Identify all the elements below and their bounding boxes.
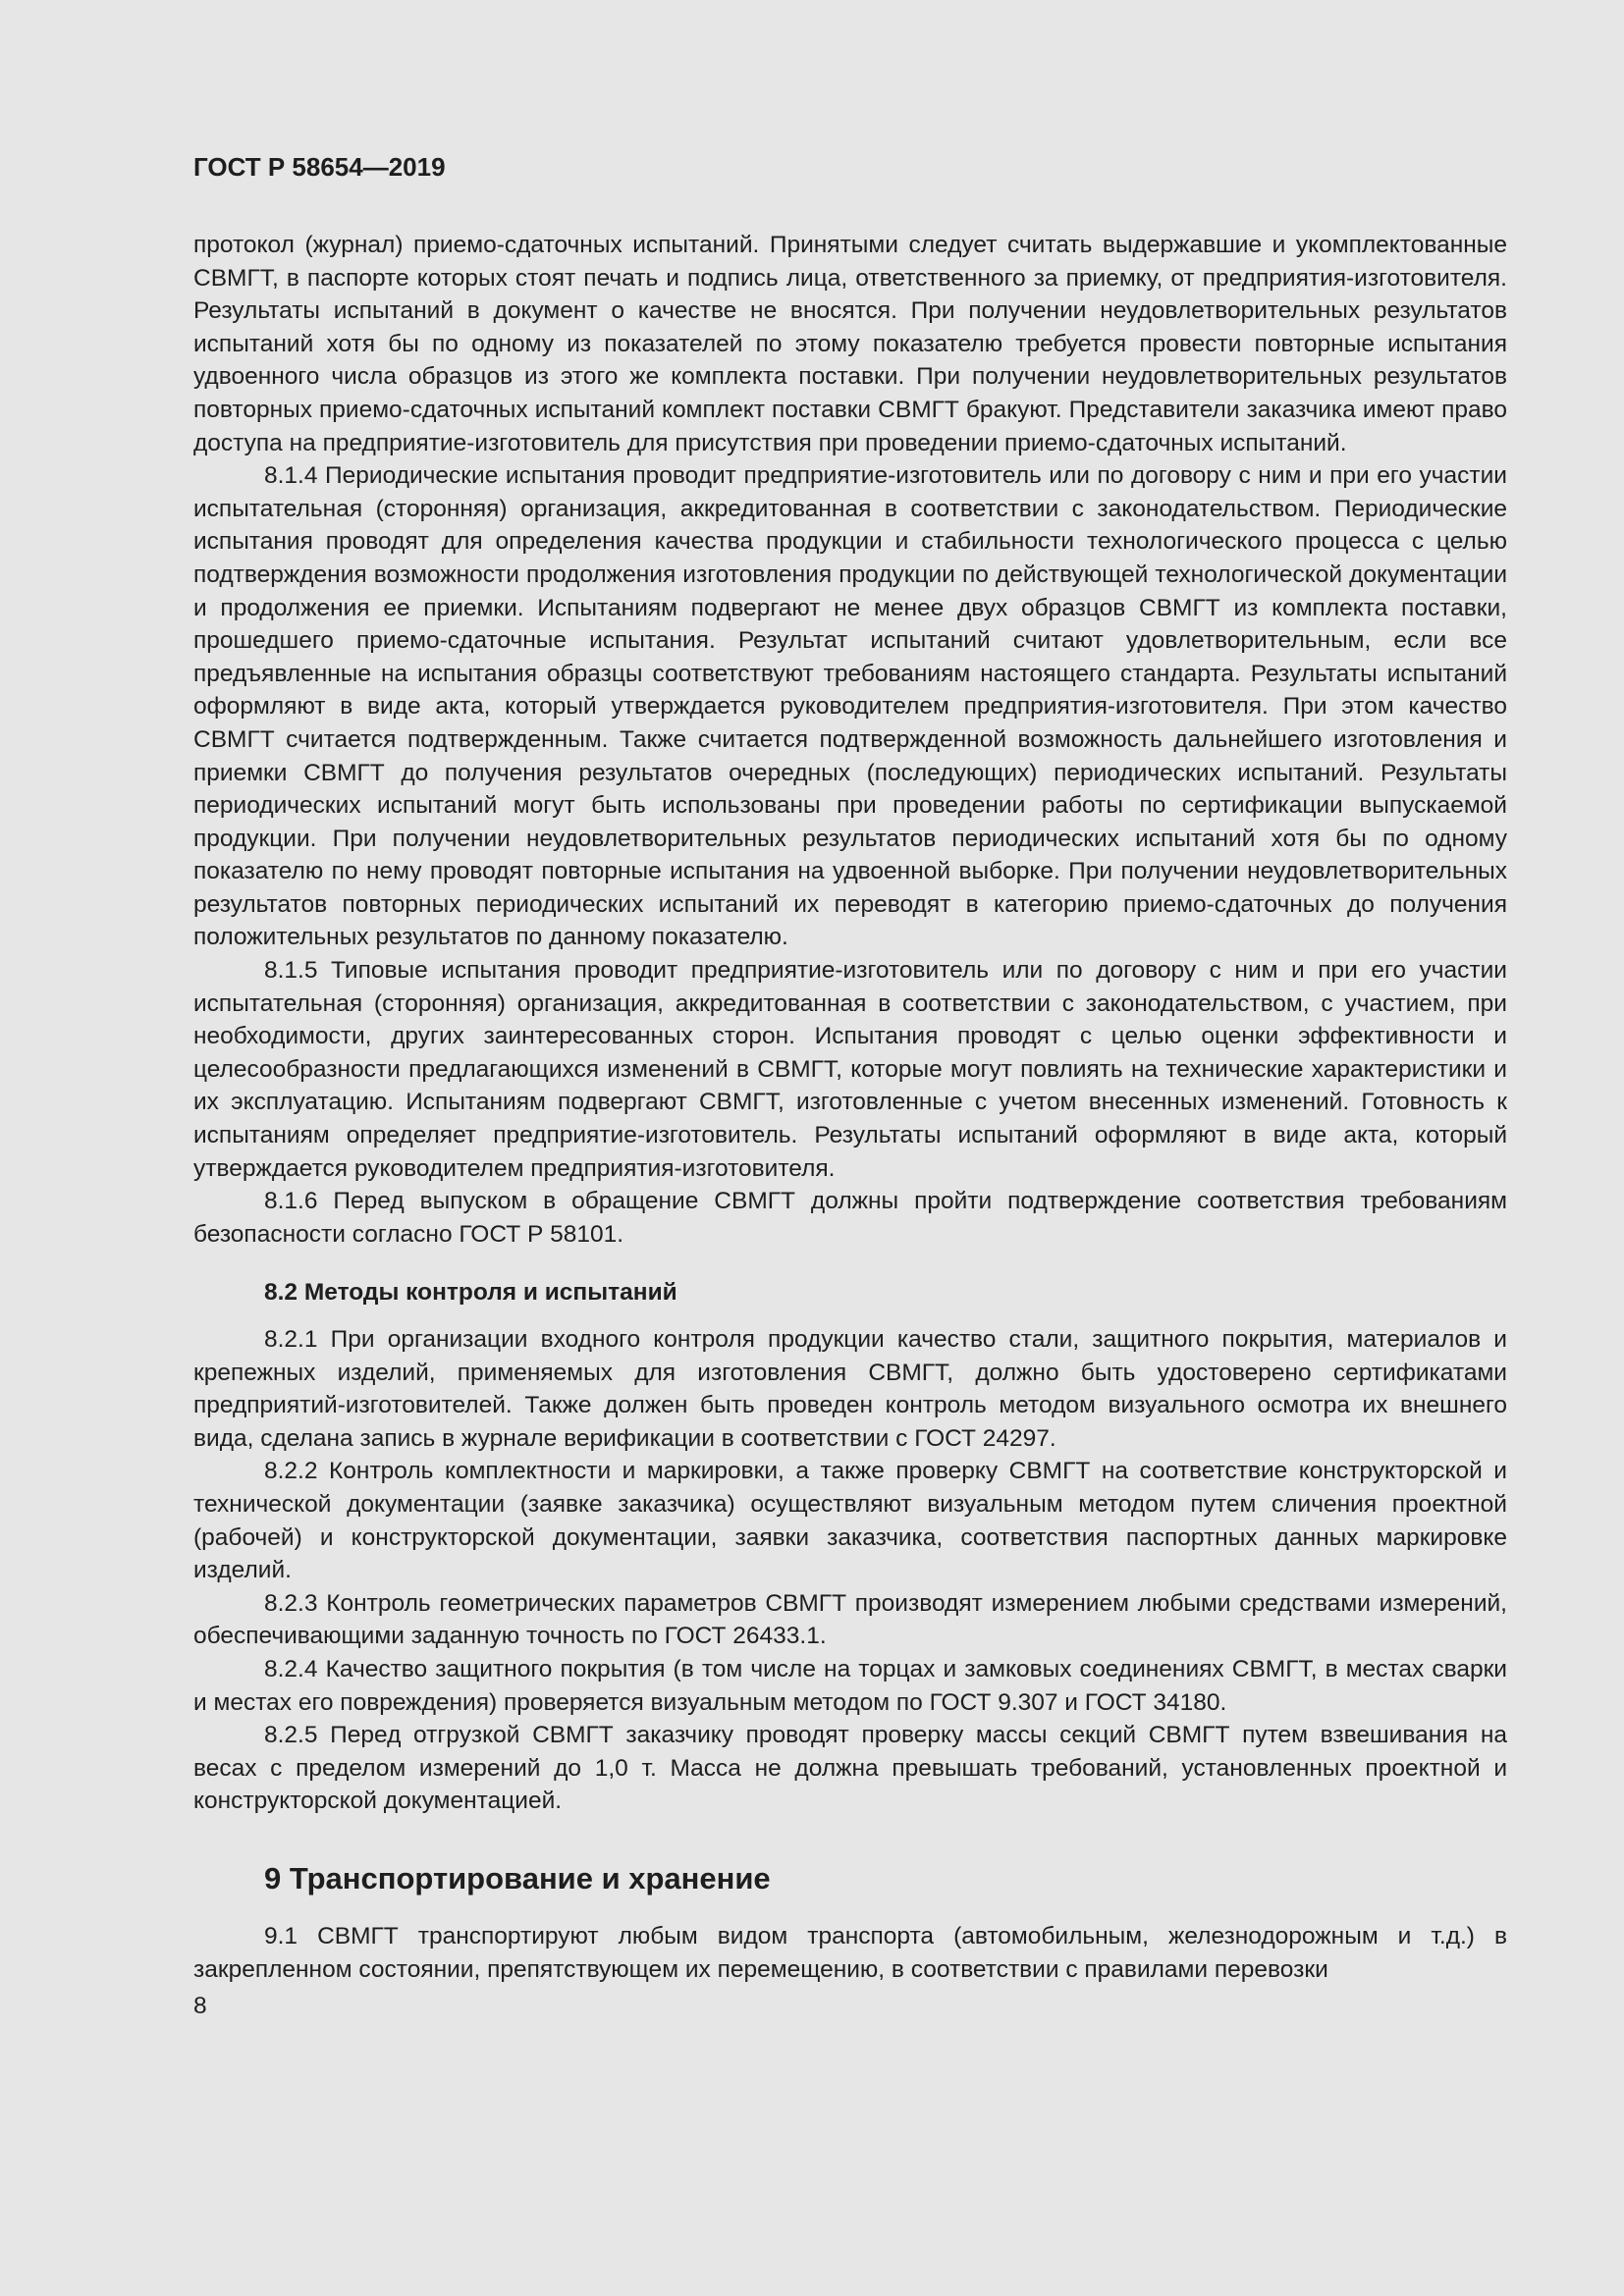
paragraph-8-1-3-continuation: протокол (журнал) приемо-сдаточных испытаний. Принятыми следует считать выдержавшие и укомплектованные СВМГТ, в паспорте которых стоят печать и подпись лица, ответственного за приемку, от предприятия-изготовителя. Результаты испытаний в документ о качестве не вносятся. При получении неудовлетворительных результатов испытаний хотя бы по одному из показателей по этому показателю требуется провести повторные испытания удвоенного числа образцов из этого же комплекта поставки. При получении неудовлетворительных результатов повторных приемо-сдаточных испытаний комплект поставки СВМГТ бракуют. Представители заказчика имеют право доступа на предприятие-изготовитель для присутствия при проведении приемо-сдаточных испытаний. — [193, 232, 1507, 456]
document-page — [193, 147, 1507, 2023]
paragraph-8-2-1: 8.2.1 При организации входного контроля продукции качество стали, защитного покрытия, материалов и крепежных изделий, применяемых для изготовления СВМГТ, должно быть удостоверено сертификатами предприятий-изготовителей. Также должен быть проведен контроль методом визуального осмотра их внешнего вида, сделана запись в журнале верификации в соответствии с ГОСТ 24297. — [193, 1326, 1507, 1452]
paragraph-8-2-2: 8.2.2 Контроль комплектности и маркировки, а также проверку СВМГТ на соответствие конструкторской и технической документации (заявке заказчика) осуществляют визуальным методом путем сличения проектной (рабочей) и конструкторской документации, заявки заказчика, соответствия паспортных данных маркировке изделий. — [193, 1458, 1507, 1584]
paragraph-8-2-3: 8.2.3 Контроль геометрических параметров СВМГТ производят измерением любыми средствами измерений, обеспечивающими заданную точность по ГОСТ 26433.1. — [193, 1589, 1507, 1650]
paragraph-8-1-6: 8.1.6 Перед выпуском в обращение СВМГТ должны пройти подтверждение соответствия требованиям безопасности согласно ГОСТ Р 58101. — [193, 1188, 1507, 1248]
paragraph-9-1: 9.1 СВМГТ транспортируют любым видом транспорта (автомобильным, железнодорожным и т.д.) в закрепленном состоянии, препятствующем их перемещению, в соответствии с правилами перевозки — [193, 1922, 1507, 1983]
paragraph-8-2-4: 8.2.4 Качество защитного покрытия (в том числе на торцах и замковых соединениях СВМГТ, в местах сварки и местах его повреждения) проверяется визуальным методом по ГОСТ 9.307 и ГОСТ 34180. — [193, 1655, 1507, 1716]
paragraph-8-1-5: 8.1.5 Типовые испытания проводит предприятие-изготовитель или по договору с ним и при его участии испытательная (сторонняя) организация, аккредитованная в соответствии с законодательством, с участием, при необходимости, других заинтересованных сторон. Испытания проводят с целью оценки эффективности и целесообразности предлагающихся изменений в СВМГТ, которые могут повлиять на технические характеристики и их эксплуатацию. Испытаниям подвергают СВМГТ, изготовленные с учетом внесенных изменений. Готовность к испытаниям определяет предприятие-изготовитель. Результаты испытаний оформляют в виде акта, который утверждается руководителем предприятия-изготовителя. — [193, 957, 1507, 1182]
section-heading-9: 9 Транспортирование и хранение — [264, 1860, 771, 1896]
subsection-heading-8-2: 8.2 Методы контроля и испытаний — [264, 1279, 677, 1307]
page-number: 8 — [193, 1993, 207, 2020]
paragraph-8-2-5: 8.2.5 Перед отгрузкой СВМГТ заказчику проводят проверку массы секций СВМГТ путем взвешивания на весах с пределом измерений до 1,0 т. Масса не должна превышать требований, установленных проектной и конструкторской документацией. — [193, 1722, 1507, 1815]
paragraph-8-1-4: 8.1.4 Периодические испытания проводит предприятие-изготовитель или по договору с ним и при его участии испытательная (сторонняя) организация, аккредитованная в соответствии с законодательством. Периодические испытания проводят для определения качества продукции и стабильности технологического процесса с целью подтверждения возможности продолжения изготовления продукции по действующей технологической документации и продолжения ее приемки. Испытаниям подвергают не менее двух образцов СВМГТ из комплекта поставки, прошедшего приемо-сдаточные испытания. Результат испытаний считают удовлетворительным, если все предъявленные на испытания образцы соответствуют требованиям настоящего стандарта. Результаты испытаний оформляют в виде акта, который утверждается руководителем предприятия-изготовителя. При этом качество СВМГТ считается подтвержденным. Также считается подтвержденной возможность дальнейшего изготовления и приемки СВМГТ до получения результатов очередных (последующих) периодических испытаний. Результаты периодических испытаний могут быть использованы при проведении работы по сертификации выпускаемой продукции. При получении неудовлетворительных результатов периодических испытаний хотя бы по одному показателю по нему проводят повторные испытания на удвоенной выборке. При получении неудовлетворительных результатов повторных периодических испытаний их переводят в категорию приемо-сдаточных до получения положительных результатов по данному показателю. — [193, 462, 1507, 951]
document-body — [193, 229, 1507, 1986]
document-header: ГОСТ Р 58654—2019 — [193, 152, 446, 182]
